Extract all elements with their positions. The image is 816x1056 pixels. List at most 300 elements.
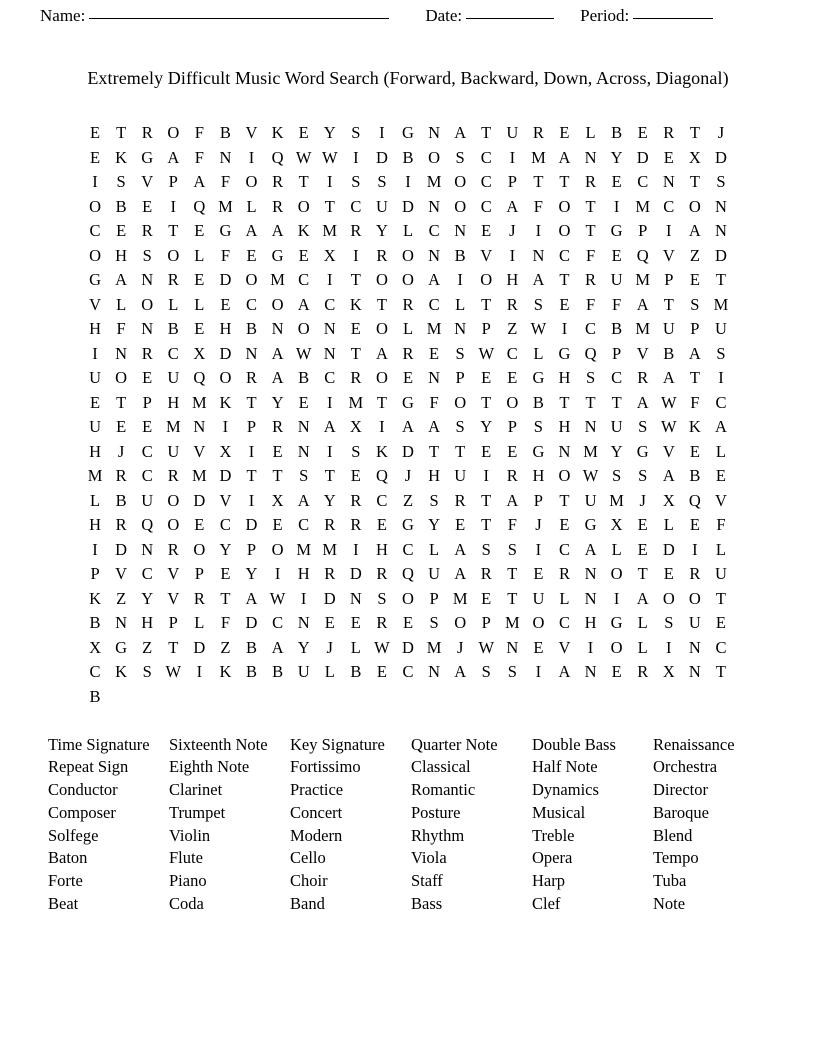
word-list-item: Time Signature <box>48 734 150 754</box>
grid-cell: E <box>89 392 101 412</box>
grid-cell: C <box>272 613 284 632</box>
grid-cell: E <box>142 368 153 387</box>
grid-cell: T <box>559 172 570 191</box>
grid-cell: E <box>689 515 700 534</box>
grid-cell: L <box>611 539 622 559</box>
grid-cell: D <box>219 466 232 485</box>
grid-cell: C <box>480 196 492 216</box>
grid-cell: C <box>376 490 388 510</box>
grid-cell: C <box>402 539 414 559</box>
grid-cell: L <box>168 294 179 314</box>
grid-cell: E <box>220 564 231 583</box>
grid-cell: E <box>376 662 387 681</box>
grid-cell: M <box>426 172 442 191</box>
grid-cell: N <box>323 319 336 338</box>
grid-cell: Q <box>271 147 284 167</box>
grid-cell: I <box>535 221 542 240</box>
grid-cell: L <box>715 441 726 461</box>
grid-cell: A <box>714 417 727 436</box>
grid-cell: C <box>637 172 649 191</box>
grid-cell: L <box>533 343 544 363</box>
grid-cell: S <box>612 466 622 485</box>
grid-cell: J <box>326 637 333 657</box>
grid-cell: K <box>688 417 701 436</box>
grid-cell: I <box>92 343 98 363</box>
grid-cell: U <box>714 564 727 583</box>
word-list-item: Director <box>653 780 708 800</box>
grid-cell: A <box>402 417 414 436</box>
grid-cell: H <box>375 539 388 559</box>
grid-cell: W <box>661 417 677 436</box>
grid-cell: N <box>584 417 597 436</box>
word-list-item: Classical <box>411 757 471 777</box>
grid-cell: T <box>481 490 492 510</box>
grid-cell: T <box>298 172 309 191</box>
grid-cell: D <box>662 539 675 559</box>
grid-cell: S <box>142 245 152 265</box>
grid-cell: A <box>662 466 675 485</box>
grid-cell: B <box>298 368 310 387</box>
grid-cell: B <box>402 147 414 167</box>
grid-cell: U <box>167 441 180 461</box>
grid-cell: O <box>271 539 284 559</box>
grid-cell: O <box>558 196 571 216</box>
grid-cell: W <box>269 588 286 608</box>
grid-cell: N <box>428 662 441 681</box>
grid-cell: R <box>454 490 466 510</box>
word-list-item: Bass <box>411 894 443 914</box>
grid-cell: L <box>663 515 674 534</box>
grid-cell: I <box>509 147 516 167</box>
word-list-item: Blend <box>653 825 693 845</box>
grid-cell: X <box>271 490 284 510</box>
grid-cell: N <box>297 417 310 436</box>
grid-cell: U <box>89 368 101 387</box>
grid-cell: X <box>349 417 362 436</box>
grid-cell: M <box>296 539 311 559</box>
grid-cell: M <box>322 539 338 559</box>
grid-cell: S <box>455 147 465 167</box>
grid-cell: P <box>533 490 543 510</box>
grid-cell: E <box>350 319 361 338</box>
word-list-item: Composer <box>48 802 116 822</box>
grid-cell: N <box>584 564 597 583</box>
grid-cell: J <box>404 466 412 485</box>
grid-cell: F <box>220 245 231 265</box>
grid-cell: T <box>611 392 622 412</box>
grid-cell: N <box>141 270 154 289</box>
word-list-item: Double Bass <box>532 734 616 754</box>
grid-cell: T <box>116 392 127 412</box>
grid-cell: C <box>558 539 570 559</box>
grid-cell: N <box>193 417 206 436</box>
grid-cell: E <box>116 221 127 240</box>
grid-cell: T <box>481 123 492 142</box>
grid-cell: N <box>662 172 675 191</box>
grid-cell: E <box>376 515 387 534</box>
grid-cell: T <box>220 588 231 608</box>
grid-cell: S <box>690 294 700 314</box>
grid-cell: C <box>324 368 336 387</box>
grid-cell: M <box>192 466 207 485</box>
grid-cell: Y <box>375 221 388 240</box>
grid-cell: E <box>298 392 309 412</box>
grid-cell: B <box>246 637 258 657</box>
word-list-item: Treble <box>532 825 575 845</box>
grid-cell: X <box>662 490 675 510</box>
grid-cell: S <box>716 343 726 363</box>
word-list-column <box>532 734 653 916</box>
period-field[interactable] <box>580 6 713 26</box>
grid-cell: H <box>532 466 545 485</box>
grid-cell: Q <box>402 564 414 583</box>
grid-cell: O <box>506 392 519 412</box>
grid-cell: S <box>533 417 543 436</box>
grid-cell: R <box>167 270 179 289</box>
grid-cell: R <box>637 662 649 681</box>
grid-cell: S <box>429 490 439 510</box>
grid-cell: F <box>585 245 596 265</box>
grid-cell: C <box>219 515 231 534</box>
grid-cell: E <box>481 221 492 240</box>
grid-cell: R <box>272 196 284 216</box>
grid-cell: U <box>167 368 180 387</box>
grid-cell: O <box>662 588 675 608</box>
grid-cell: W <box>478 343 495 363</box>
grid-cell: A <box>167 147 180 167</box>
word-list-item: Musical <box>532 802 586 822</box>
grid-cell: X <box>688 147 701 167</box>
word-list-item: Forte <box>48 871 83 891</box>
grid-cell: P <box>612 343 622 363</box>
grid-cell: E <box>507 441 518 461</box>
grid-cell: I <box>718 368 724 387</box>
grid-cell: X <box>323 245 336 265</box>
grid-cell: S <box>507 662 517 681</box>
grid-cell: M <box>192 392 207 412</box>
grid-cell: C <box>428 294 440 314</box>
grid-cell: N <box>428 245 441 265</box>
grid-cell: T <box>481 515 492 534</box>
grid-cell: I <box>92 539 98 559</box>
grid-cell: O <box>375 270 388 289</box>
grid-cell: H <box>558 417 571 436</box>
grid-cell: R <box>506 294 518 314</box>
word-list-item: Orchestra <box>653 757 718 777</box>
grid-cell: I <box>274 564 281 583</box>
grid-cell: N <box>584 147 597 167</box>
grid-cell: N <box>454 221 467 240</box>
grid-cell: T <box>350 343 361 363</box>
grid-cell: V <box>167 588 180 608</box>
grid-cell: T <box>168 637 179 657</box>
grid-cell: G <box>584 515 597 534</box>
word-list-item: Coda <box>169 894 204 914</box>
grid-cell: S <box>664 613 674 632</box>
grid-cell: E <box>637 515 648 534</box>
grid-cell: V <box>662 245 675 265</box>
grid-cell: T <box>663 294 674 314</box>
date-field[interactable] <box>425 6 554 26</box>
grid-cell: E <box>402 368 414 387</box>
word-list-item: Practice <box>290 780 344 800</box>
grid-cell: L <box>194 294 205 314</box>
word-list-item: Sixteenth Note <box>169 734 268 754</box>
grid-cell: A <box>636 294 649 314</box>
grid-cell: N <box>558 441 571 461</box>
grid-cell: E <box>455 515 466 534</box>
grid-cell: E <box>533 564 544 583</box>
grid-cell: S <box>638 417 648 436</box>
word-list-item: Trumpet <box>169 802 226 822</box>
grid-cell: X <box>219 441 232 461</box>
grid-cell: L <box>455 294 466 314</box>
grid-cell: R <box>167 539 179 559</box>
grid-cell: C <box>141 466 153 485</box>
grid-cell: T <box>455 441 466 461</box>
word-list-item: Flute <box>169 848 203 868</box>
grid-cell: Y <box>610 147 623 167</box>
grid-cell: M <box>165 417 181 436</box>
grid-cell: B <box>454 245 466 265</box>
word-list-item: Repeat Sign <box>48 757 129 777</box>
grid-cell: M <box>504 613 520 632</box>
grid-cell: E <box>715 466 726 485</box>
grid-cell: T <box>246 466 257 485</box>
grid-cell: E <box>481 368 492 387</box>
page-title: Extremely Difficult Music Word Search (Forward, Backward, Down, Across, Diagonal) <box>87 68 729 88</box>
grid-cell: R <box>141 123 153 142</box>
grid-cell: I <box>483 466 489 485</box>
grid-cell: X <box>193 343 206 363</box>
grid-cell: R <box>193 588 205 608</box>
grid-cell: O <box>688 588 701 608</box>
grid-cell: W <box>661 392 677 412</box>
grid-cell: M <box>426 637 442 657</box>
grid-cell: R <box>246 368 258 387</box>
grid-cell: C <box>141 564 153 583</box>
grid-cell: R <box>585 172 597 191</box>
grid-cell: T <box>689 368 700 387</box>
grid-cell: A <box>506 196 519 216</box>
grid-cell: O <box>610 564 623 583</box>
date-write-line[interactable] <box>466 18 554 19</box>
grid-cell: Y <box>271 392 284 412</box>
grid-cell: I <box>248 490 255 510</box>
grid-cell: N <box>115 613 128 632</box>
grid-cell: H <box>167 392 180 412</box>
grid-cell: U <box>89 417 101 436</box>
grid-cell: C <box>480 172 492 191</box>
grid-cell: O <box>193 539 206 559</box>
grid-cell: S <box>533 294 543 314</box>
grid-cell: N <box>584 662 597 681</box>
grid-cell: U <box>610 417 623 436</box>
grid-cell: I <box>222 417 229 436</box>
grid-cell: H <box>297 564 310 583</box>
grid-cell: Y <box>141 588 154 608</box>
grid-cell: A <box>688 221 701 240</box>
grid-cell: O <box>245 172 258 191</box>
grid-cell: O <box>558 221 571 240</box>
grid-cell: P <box>481 319 491 338</box>
grid-cell: C <box>428 221 440 240</box>
grid-cell: L <box>559 588 570 608</box>
grid-cell: A <box>323 417 336 436</box>
grid-cell: O <box>454 613 467 632</box>
grid-cell: B <box>663 343 675 363</box>
grid-cell: F <box>220 613 231 632</box>
grid-cell: W <box>478 637 495 657</box>
grid-cell: I <box>353 539 359 559</box>
grid-cell: E <box>324 613 335 632</box>
grid-cell: A <box>558 147 571 167</box>
name-write-line[interactable] <box>89 18 389 19</box>
grid-cell: D <box>193 490 206 510</box>
grid-cell: S <box>351 123 361 142</box>
word-list-item: Half Note <box>532 757 598 777</box>
word-list-item: Clef <box>532 894 561 914</box>
grid-cell: V <box>89 294 101 314</box>
grid-cell: W <box>165 662 182 681</box>
grid-cell: E <box>663 564 674 583</box>
grid-cell: C <box>663 196 675 216</box>
grid-cell: O <box>532 613 545 632</box>
grid-cell: P <box>246 417 257 436</box>
grid-cell: C <box>246 294 258 314</box>
grid-cell: I <box>666 221 672 240</box>
grid-cell: V <box>636 343 649 363</box>
grid-cell: C <box>402 662 414 681</box>
grid-cell: H <box>506 270 519 289</box>
grid-cell: B <box>246 319 258 338</box>
grid-cell: A <box>193 172 206 191</box>
grid-cell: E <box>246 245 257 265</box>
grid-cell: K <box>271 123 284 142</box>
grid-cell: R <box>585 270 597 289</box>
grid-cell: Y <box>323 123 336 142</box>
grid-cell: D <box>193 637 206 657</box>
grid-cell: W <box>374 637 390 657</box>
grid-cell: E <box>194 221 205 240</box>
grid-cell: I <box>692 539 698 559</box>
grid-cell: B <box>89 686 101 706</box>
grid-cell: Q <box>688 490 701 510</box>
grid-cell: T <box>376 294 387 314</box>
grid-cell: C <box>324 294 336 314</box>
grid-cell: R <box>376 245 388 265</box>
grid-cell: K <box>89 588 101 608</box>
word-list-item: Fortissimo <box>290 757 361 777</box>
grid-cell: L <box>429 539 440 559</box>
grid-cell: S <box>585 368 596 387</box>
grid-cell: P <box>168 172 178 191</box>
grid-cell: T <box>507 588 518 608</box>
grid-cell: N <box>454 319 467 338</box>
grid-cell: M <box>609 490 624 510</box>
grid-cell: M <box>635 319 651 338</box>
grid-cell: T <box>585 196 596 216</box>
word-list-item: Renaissance <box>653 734 735 754</box>
grid-cell: Z <box>220 637 231 657</box>
grid-cell: Z <box>507 319 518 338</box>
period-write-line[interactable] <box>633 18 713 19</box>
grid-cell: N <box>271 319 284 338</box>
grid-cell: F <box>507 515 517 534</box>
grid-cell: I <box>457 270 463 289</box>
grid-cell: T <box>116 123 127 142</box>
grid-cell: T <box>689 123 700 142</box>
grid-cell: A <box>245 221 258 240</box>
grid-cell: I <box>613 588 620 608</box>
grid-cell: U <box>375 196 388 216</box>
grid-cell: I <box>353 245 359 265</box>
grid-cell: N <box>115 343 128 363</box>
grid-cell: L <box>89 490 101 510</box>
grid-cell: L <box>324 662 335 681</box>
grid-cell: E <box>715 613 726 632</box>
grid-cell: H <box>584 613 597 632</box>
grid-cell: S <box>507 539 517 559</box>
grid-cell: D <box>245 515 258 534</box>
grid-cell: E <box>507 368 518 387</box>
grid-cell: I <box>327 270 333 289</box>
grid-cell: E <box>611 245 622 265</box>
grid-cell: G <box>610 613 623 632</box>
grid-cell: R <box>141 221 153 240</box>
grid-cell: C <box>89 221 101 240</box>
grid-cell: E <box>298 245 309 265</box>
grid-cell: S <box>299 466 309 485</box>
grid-cell: B <box>611 123 623 142</box>
grid-cell: J <box>639 490 646 510</box>
grid-cell: T <box>559 270 570 289</box>
grid-cell: N <box>297 613 310 632</box>
grid-cell: A <box>558 662 571 681</box>
grid-cell: S <box>377 588 387 608</box>
grid-cell: U <box>141 490 154 510</box>
grid-cell: U <box>688 613 701 632</box>
grid-cell: N <box>428 196 441 216</box>
grid-cell: G <box>141 147 154 167</box>
grid-cell: S <box>116 172 126 191</box>
grid-cell: B <box>611 319 623 338</box>
grid-cell: Q <box>193 196 206 216</box>
grid-cell: T <box>481 294 492 314</box>
grid-cell: F <box>220 172 231 191</box>
word-list-item: Baton <box>48 848 88 868</box>
grid-cell: E <box>533 637 544 657</box>
word-list-item: Eighth Note <box>169 757 250 777</box>
grid-cell: M <box>270 270 285 289</box>
grid-cell: T <box>559 392 570 412</box>
grid-cell: O <box>141 294 154 314</box>
grid-cell: H <box>115 245 128 265</box>
word-list-item: Modern <box>290 825 343 845</box>
grid-cell: U <box>714 319 727 338</box>
grid-cell: R <box>115 466 127 485</box>
grid-cell: T <box>324 466 335 485</box>
grid-cell: F <box>612 294 622 314</box>
grid-cell: X <box>89 637 101 657</box>
grid-cell: A <box>375 343 388 363</box>
grid-cell: S <box>481 662 491 681</box>
name-field[interactable] <box>40 6 389 26</box>
grid-cell: C <box>715 637 727 657</box>
grid-cell: L <box>194 613 205 632</box>
grid-cell: L <box>402 221 414 240</box>
grid-cell: I <box>379 417 385 436</box>
